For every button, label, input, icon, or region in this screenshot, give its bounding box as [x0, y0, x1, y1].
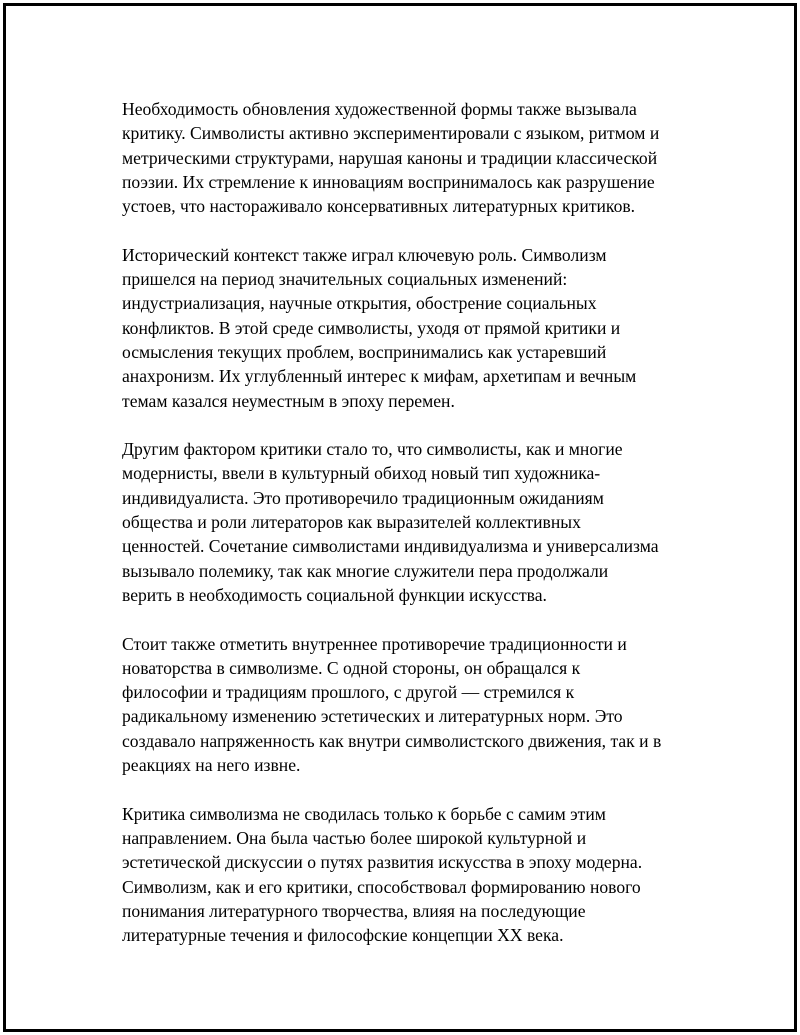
- paragraph-2: [122, 243, 694, 413]
- text-line: устоев, что настораживало консервативных литературных критиков.: [122, 196, 636, 217]
- text-line: Критика символизма не сводилась только к борьбе с самим этим: [122, 803, 606, 824]
- text-line: вызывало полемику, так как многие служители пера продолжали: [122, 560, 609, 581]
- text-line: направлением. Она была частью более широкой культурной и: [122, 827, 587, 848]
- paragraph-4: [122, 632, 694, 778]
- text-line: общества и роли литераторов как выразителей коллективных: [122, 512, 581, 533]
- text-line: литературные течения и философские концепции XX века.: [122, 925, 564, 946]
- text-line: осмысления текущих проблем, воспринимались как устаревший: [122, 341, 607, 362]
- text-line: Стоит также отметить внутреннее противоречие традиционности и: [122, 633, 627, 654]
- text-line: пришелся на период значительных социальных изменений:: [122, 269, 568, 290]
- text-line: Необходимость обновления художественной формы также вызывала: [122, 99, 637, 119]
- text-line: новаторства в символизме. С одной стороны, он обращался к: [122, 657, 581, 678]
- text-line: индустриализация, научные открытия, обострение социальных: [122, 293, 597, 314]
- text-line: метрическими структурами, нарушая каноны и традиции классической: [122, 147, 658, 168]
- paragraph-3: [122, 437, 694, 607]
- text-line: создавало напряженность как внутри символистского движения, так и в: [122, 730, 662, 751]
- text-line: индивидуалиста. Это противоречило традиционным ожиданиям: [122, 487, 604, 508]
- text-line: реакциях на него извне.: [122, 755, 301, 776]
- text-line: понимания литературного творчества, влияя на последующие: [122, 900, 586, 921]
- text-line: философии и традициям прошлого, с другой — стремился к: [122, 682, 575, 703]
- page-frame: [3, 3, 797, 1032]
- text-line: анахронизм. Их углубленный интерес к мифам, архетипам и вечным: [122, 366, 637, 387]
- text-line: модернисты, ввели в культурный обиход новый тип художника-: [122, 463, 601, 484]
- document-body: [122, 97, 694, 972]
- text-line: радикальному изменению эстетических и литературных норм. Это: [122, 706, 623, 727]
- text-line: поэзии. Их стремление к инновациям воспринималось как разрушение: [122, 171, 655, 192]
- text-line: ценностей. Сочетание символистами индивидуализма и универсализма: [122, 536, 659, 557]
- text-line: критику. Символисты активно экспериментировали с языком, ритмом и: [122, 123, 660, 144]
- text-line: конфликтов. В этой среде символисты, уходя от прямой критики и: [122, 317, 621, 338]
- text-line: Другим фактором критики стало то, что символисты, как и многие: [122, 439, 623, 460]
- paragraph-5: [122, 802, 694, 948]
- text-line: Исторический контекст также играл ключевую роль. Символизм: [122, 244, 607, 265]
- text-line: эстетической дискуссии о путях развития искусства в эпоху модерна.: [122, 852, 643, 873]
- text-line: темам казался неуместным в эпоху перемен.: [122, 390, 455, 411]
- text-line: Символизм, как и его критики, способствовал формированию нового: [122, 876, 641, 897]
- paragraph-1: [122, 97, 694, 218]
- text-line: верить в необходимость социальной функции искусства.: [122, 584, 547, 605]
